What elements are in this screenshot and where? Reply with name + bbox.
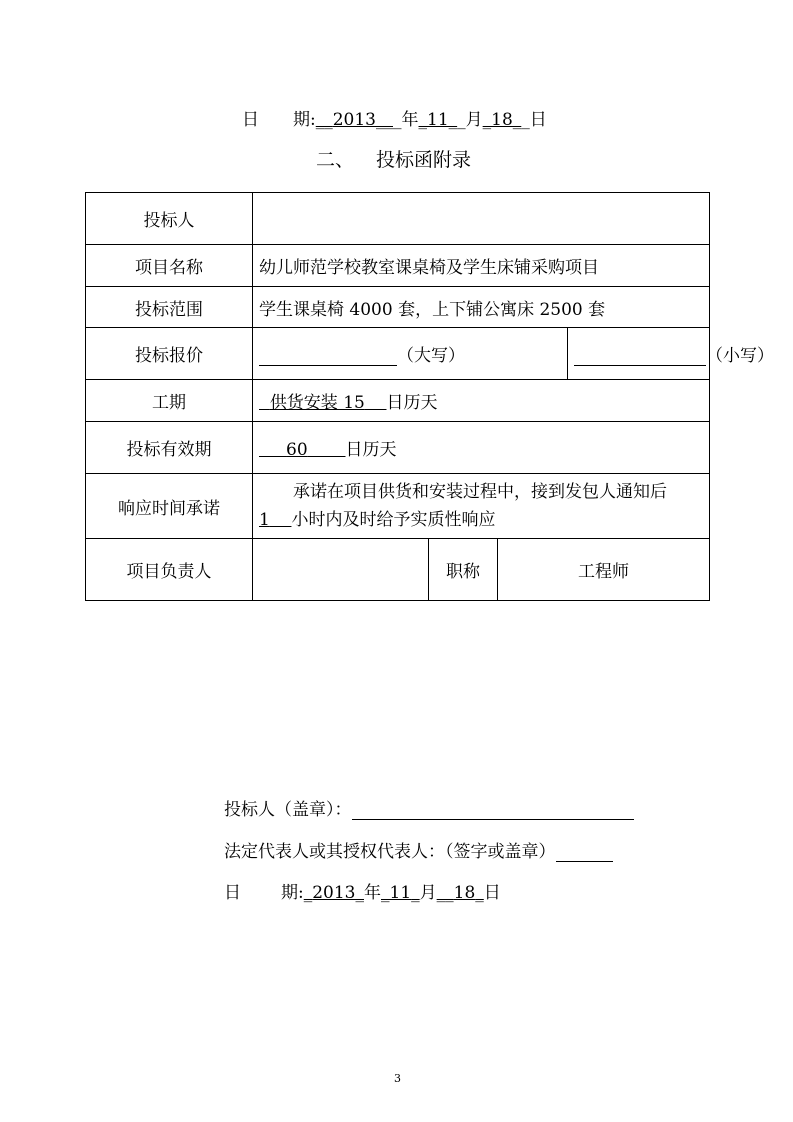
response-line-1: 承诺在项目供货和安装过程中，接到发包人通知后 [293, 482, 667, 502]
manager-label: 项目负责人 [86, 539, 253, 601]
table-row-scope [86, 287, 710, 328]
table-row-bidder [86, 193, 710, 245]
heading-title: 投标函附录 [376, 149, 472, 171]
date-year-prefix: __ [315, 110, 333, 130]
page-number: 3 [394, 1072, 401, 1085]
sig-date-label: 日 [224, 883, 241, 903]
period-label: 工期 [86, 380, 253, 422]
price-upper-line [259, 347, 397, 366]
scope-label: 投标范围 [86, 287, 253, 328]
table-row-project-name [86, 245, 710, 287]
period-value-cell [253, 380, 710, 422]
price-lower-cell [568, 328, 774, 380]
section-heading [316, 145, 471, 172]
bidder-seal-label: 投标人（盖章）： [224, 800, 352, 820]
table-row-response [86, 474, 710, 539]
title-label: 职称 [429, 539, 498, 601]
price-lower-unit: （小写） [706, 346, 774, 366]
manager-value [253, 539, 429, 601]
validity-unit: 日历天 [345, 440, 397, 460]
bidder-seal-line [224, 795, 634, 820]
bid-appendix-table [85, 192, 774, 601]
period-value: 供货安装 15 [269, 393, 365, 413]
date-day-sep: _日 [521, 110, 547, 130]
period-unit: 日历天 [386, 393, 438, 413]
sig-date-label-2: 期: [281, 883, 304, 903]
date-year: 2013 [332, 110, 376, 130]
date-label: 日 [242, 110, 259, 130]
heading-number: 二、 [316, 149, 355, 171]
validity-label: 投标有效期 [86, 422, 253, 474]
table-row-validity [86, 422, 710, 474]
table-row-period [86, 380, 710, 422]
sig-date-month-sep: 月 [419, 883, 437, 903]
response-hours: 1 [259, 510, 270, 530]
date-month: _11_ [418, 110, 458, 130]
validity-value: 60 [286, 440, 308, 460]
price-upper-unit: （大写） [397, 346, 465, 366]
legal-rep-line [224, 837, 613, 862]
top-date-line [242, 105, 547, 130]
sig-date-year-sep: 年 [364, 883, 381, 903]
bidder-seal-blank [352, 799, 634, 820]
response-line-2: 1 小时内及时给予实质性响应 [259, 510, 496, 530]
price-lower-line [574, 347, 706, 366]
response-value-cell [253, 474, 710, 539]
project-name-value: 幼儿师范学校教室课桌椅及学生床铺采购项目 [253, 245, 710, 287]
validity-value-cell [253, 422, 710, 474]
date-year-sep: _年 [393, 110, 419, 130]
price-upper-cell [253, 328, 568, 380]
date-label-2: 期: [293, 110, 316, 130]
sig-date-month: _11_ [381, 883, 420, 903]
project-name-label: 项目名称 [86, 245, 253, 287]
sig-date-year: _2013_ [303, 883, 364, 903]
legal-rep-blank [556, 841, 613, 862]
bidder-value [253, 193, 710, 245]
table-row-price [86, 328, 710, 380]
date-month-sep: _月 [457, 110, 483, 130]
response-label: 响应时间承诺 [86, 474, 253, 539]
sig-date-day-sep: 日 [483, 883, 501, 903]
date-year-suffix: __ [376, 110, 393, 130]
legal-rep-label: 法定代表人或其授权代表人：（签字或盖章） [224, 842, 556, 862]
price-label: 投标报价 [86, 328, 253, 380]
title-value: 工程师 [498, 539, 710, 601]
signature-date-line [224, 878, 501, 903]
table-row-manager [86, 539, 710, 601]
bidder-label: 投标人 [86, 193, 253, 245]
sig-date-day: __18_ [436, 883, 484, 903]
scope-value: 学生课桌椅 4000 套，上下铺公寓床 2500 套 [253, 287, 710, 328]
date-day: _18_ [482, 110, 522, 130]
